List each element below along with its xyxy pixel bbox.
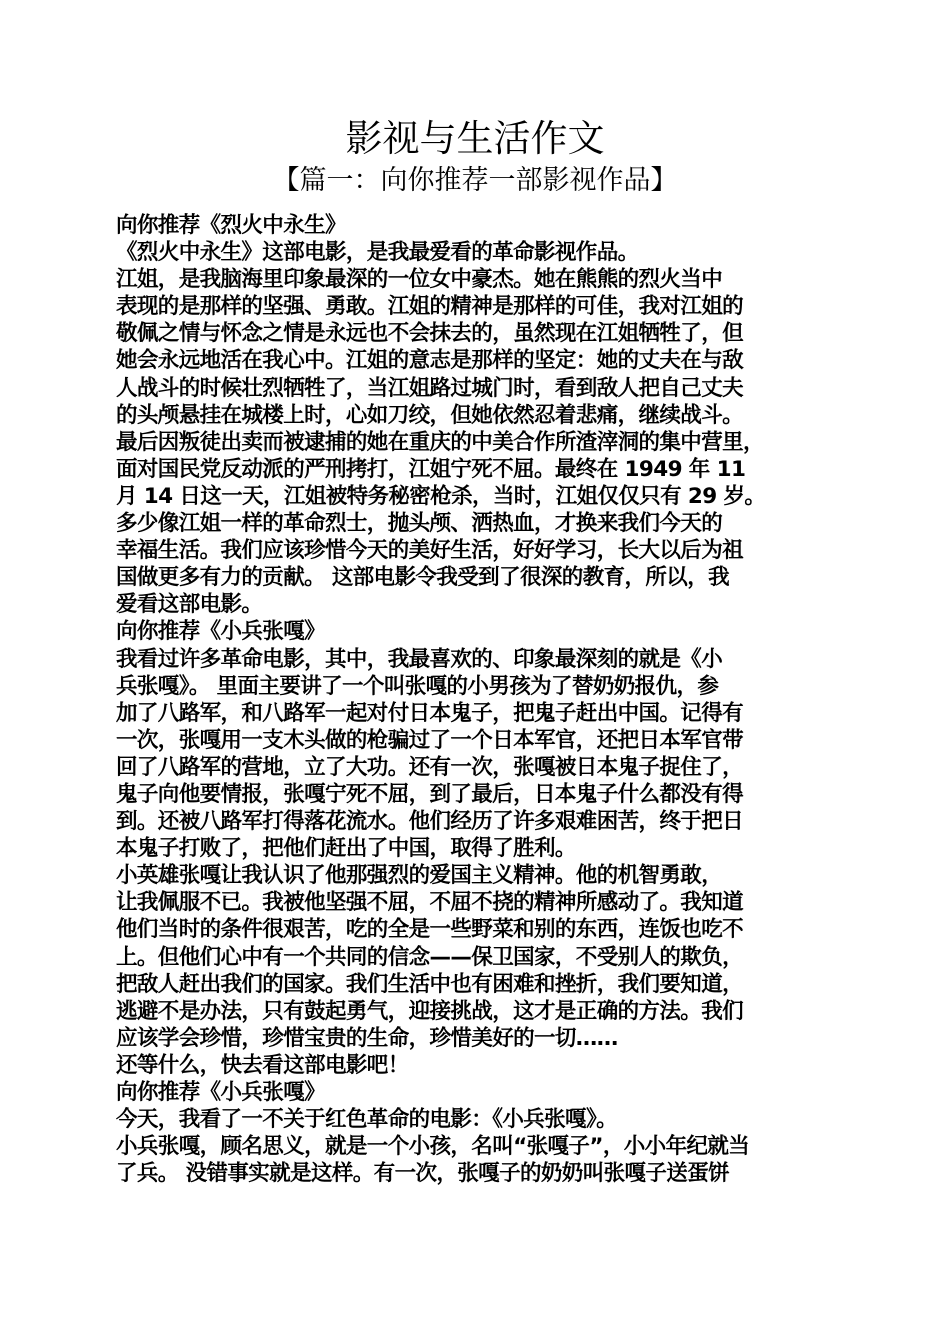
body-line: 面对国民党反动派的严刑拷打，江姐宁死不屈。最终在 1949 年 11 [116, 456, 746, 482]
body-line: 本鬼子打败了，把他们赶出了中国，取得了胜利。 [116, 836, 576, 862]
body-line: 向你推荐《小兵张嘎》 [116, 1080, 326, 1105]
body-line: 多少像江姐一样的革命烈士，抛头颅、洒热血，才换来我们今天的 [116, 511, 723, 537]
body-line: 月 14 日这一天，江姐被特务秘密枪杀，当时，江姐仅仅只有 29 岁。 [116, 483, 766, 509]
body-line: 幸福生活。我们应该珍惜今天的美好生活，好好学习，长大以后为祖 [116, 538, 744, 564]
body-line: 逃避不是办法，只有鼓起勇气，迎接挑战，这才是正确的方法。我们 [116, 998, 744, 1024]
body-line: 他们当时的条件很艰苦，吃的全是一些野菜和别的东西，连饭也吃不 [116, 917, 744, 943]
body-line: 到。还被八路军打得落花流水。他们经历了许多艰难困苦，终于把日 [116, 809, 744, 835]
body-line: 她会永远地活在我心中。江姐的意志是那样的坚定：她的丈夫在与敌 [116, 348, 744, 374]
body-line: 人战斗的时候壮烈牺牲了，当江姐路过城门时，看到敌人把自己丈夫 [116, 375, 744, 401]
body-line: 让我佩服不已。我被他坚强不屈，不屈不挠的精神所感动了。我知道 [116, 890, 744, 916]
body-line: 了兵。 没错事实就是这样。有一次，张嘎子的奶奶叫张嘎子送蛋饼 [116, 1161, 729, 1187]
body-line: 鬼子向他要情报，张嘎宁死不屈，到了最后，日本鬼子什么都没有得 [116, 781, 744, 807]
body-line: 爱看这部电影。 [116, 592, 263, 618]
body-line: 把敌人赶出我们的国家。我们生活中也有困难和挫折，我们要知道， [116, 971, 744, 997]
body-line: 向你推荐《小兵张嘎》 [116, 619, 326, 645]
body-line: 最后因叛徒出卖而被逮捕的她在重庆的中美合作所渣滓洞的集中营里， [116, 429, 764, 455]
body-line: 回了八路军的营地，立了大功。还有一次，张嘎被日本鬼子捉住了， [116, 754, 744, 780]
document-body [116, 212, 851, 1187]
body-line: 《烈火中永生》这部电影，是我最爱看的革命影视作品。 [116, 240, 639, 266]
document-title: 影视与生活作文 [345, 117, 605, 160]
body-line: 敬佩之情与怀念之情是永远也不会抹去的，虽然现在江姐牺牲了，但 [116, 321, 744, 347]
body-line: 的头颅悬挂在城楼上时，心如刀绞，但她依然忍着悲痛，继续战斗。 [116, 402, 744, 428]
body-line: 上。但他们心中有一个共同的信念——保卫国家，不受别人的欺负， [116, 944, 744, 970]
body-line: 江姐，是我脑海里印象最深的一位女中豪杰。她在熊熊的烈火当中 [116, 267, 723, 293]
body-line: 小英雄张嘎让我认识了他那强烈的爱国主义精神。他的机智勇敢， [116, 863, 723, 889]
body-line: 应该学会珍惜，珍惜宝贵的生命，珍惜美好的一切…… [116, 1025, 618, 1051]
body-line: 一次，张嘎用一支木头做的枪骗过了一个日本军官，还把日本军官带 [116, 727, 744, 753]
body-line: 向你推荐《烈火中永生》 [116, 213, 346, 238]
body-line: 还等什么，快去看这部电影吧！ [116, 1052, 409, 1078]
body-line: 国做更多有力的贡献。 这部电影令我受到了很深的教育，所以，我 [116, 565, 729, 591]
body-line: 今天，我看了一不关于红色革命的电影：《小兵张嘎》。 [116, 1107, 618, 1133]
body-line: 表现的是那样的坚强、勇敢。江姐的精神是那样的可佳，我对江姐的 [116, 294, 744, 320]
document-subtitle: 【篇一：向你推荐一部影视作品】 [272, 165, 678, 196]
body-line: 兵张嘎》。 里面主要讲了一个叫张嘎的小男孩为了替奶奶报仇，参 [116, 673, 719, 699]
body-line: 我看过许多革命电影，其中，我最喜欢的、印象最深刻的就是《小 [116, 646, 723, 672]
body-line: 小兵张嘎，顾名思义，就是一个小孩，名叫“张嘎子”，小小年纪就当 [116, 1134, 750, 1160]
body-line: 加了八路军，和八路军一起对付日本鬼子，把鬼子赶出中国。记得有 [116, 700, 744, 726]
